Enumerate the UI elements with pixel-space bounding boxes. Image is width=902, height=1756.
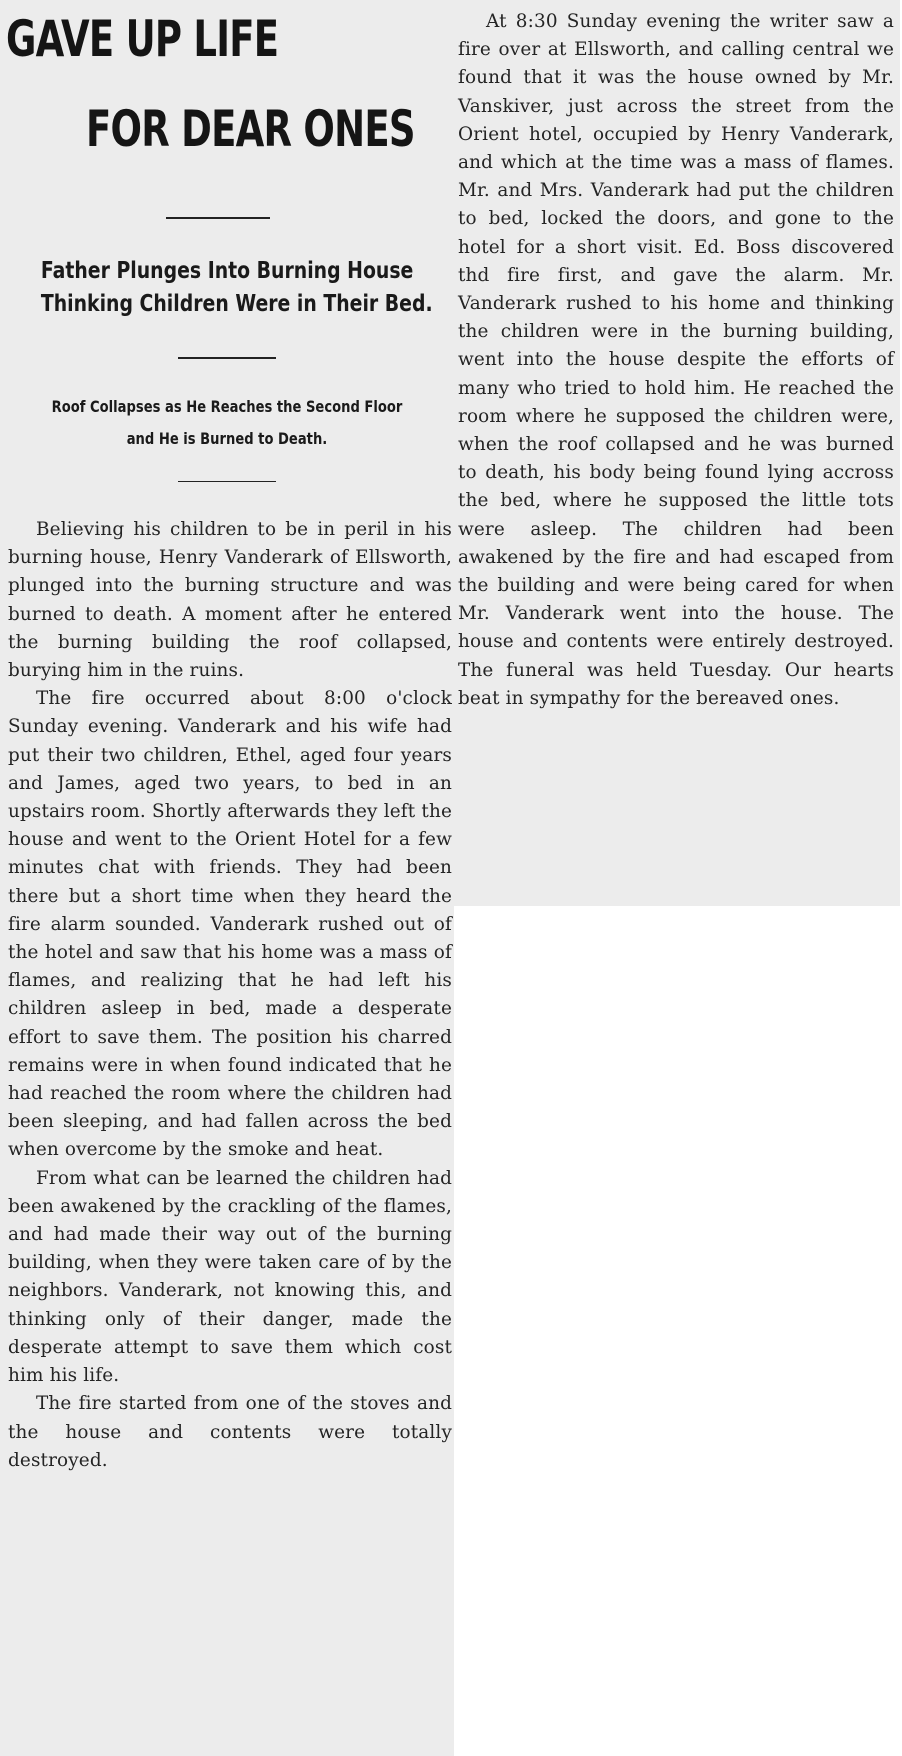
paragraph: Believing his children to be in peril in his burning house, Henry Vanderark of Ellsworth, plunged into the burning structure and was burned to death. A moment after he entered the burning building the roof collapsed, burying him in the ruins. — [8, 519, 452, 682]
subheadline-line-2: Thinking Children Were in Their Bed. — [40, 291, 433, 317]
subheadline — [0, 255, 454, 321]
deck-line-1: Roof Collapses as He Reaches the Second Floor — [51, 397, 403, 416]
deck-line-2: and He is Burned to Death. — [126, 429, 328, 448]
article-body-right — [458, 8, 894, 713]
paragraph: At 8:30 Sunday evening the writer saw a fire over at Ellsworth, and calling central we found that it was the house owned by Mr. Vanskiver, just across the street from the Orient hotel, occupied by Henry Vanderark, and which at the time was a mass of flames. Mr. and Mrs. Vanderark had put the children to bed, locked the doors, and gone to the hotel for a short visit. Ed. Boss discovered thd fire first, and gave the alarm. Mr. Vanderark rushed to his home and thinking the children were in the burning building, went into the house despite the efforts of many who tried to hold him. He reached the room where he supposed the children were, when the roof collapsed and he was burned to death, his body being found lying accross the bed, where he supposed the little tots were asleep. The children had been awakened by the fire and had escaped from the building and were being cared for when Mr. Vanderark went into the house. The house and contents were entirely destroyed. The funeral was held Tuesday. Our hearts beat in sympathy for the bereaved ones. — [458, 11, 894, 709]
subheadline-divider — [178, 357, 276, 359]
article-body-left — [8, 516, 452, 1475]
headline-line-2: FOR DEAR ONES — [86, 100, 415, 158]
paragraph: The fire started from one of the stoves and the house and contents were totally destroyed. — [8, 1393, 452, 1471]
deck — [0, 391, 454, 455]
paragraph: From what can be learned the children had been awakened by the crackling of the flames, and had made their way out of the burning building, when they were taken care of by the neighbors. Vanderark, not knowing this, and thinking only of their danger, made the desperate attempt to save them which cost him his life. — [8, 1167, 452, 1387]
subheadline-line-1: Father Plunges Into Burning House — [40, 258, 414, 284]
paragraph: The fire occurred about 8:00 o'clock Sunday evening. Vanderark and his wife had put their two children, Ethel, aged four years and James, aged two years, to bed in an upstairs room. Shortly afterwards they left the house and went to the Orient Hotel for a few minutes chat with friends. They had been there but a short time when they heard the fire alarm sounded. Vanderark rushed out of the hotel and saw that his home was a mass of flames, and realizing that he had left his children asleep in bed, made a desperate effort to save them. The position his charred remains were in when found indicated that he had reached the room where the children had been sleeping, and had fallen across the bed when overcome by the smoke and heat. — [8, 688, 452, 1161]
headline-divider — [166, 217, 270, 219]
deck-divider — [178, 481, 276, 482]
headline-line-1: GAVE UP LIFE — [6, 10, 279, 68]
